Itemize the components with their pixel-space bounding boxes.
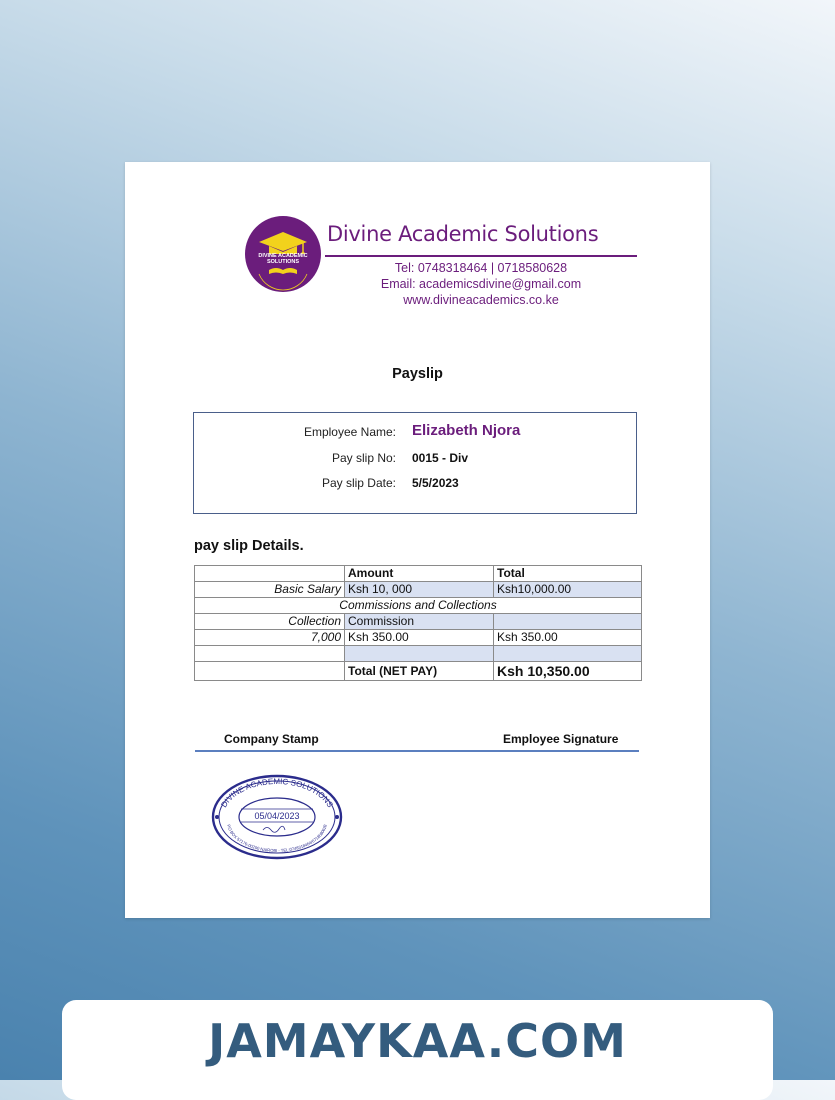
table-row <box>195 582 642 598</box>
payslip-number-label: Pay slip No: <box>331 451 396 465</box>
table-cell <box>195 662 345 681</box>
table-row <box>195 646 642 662</box>
basic-salary-label: Basic Salary <box>195 582 345 598</box>
payslip-date-value: 5/5/2023 <box>412 476 459 490</box>
amount-column-header: Amount <box>345 566 494 582</box>
employee-name-row <box>194 422 636 447</box>
employee-name-value: Elizabeth Njora <box>412 422 521 439</box>
collection-label: Collection <box>195 614 345 630</box>
net-pay-row <box>195 662 642 681</box>
table-cell <box>195 646 345 662</box>
watermark-text: JAMAYKAA.COM <box>208 1014 627 1068</box>
stamp-date: 05/04/2023 <box>254 811 300 821</box>
table-cell <box>195 566 345 582</box>
employee-info-box <box>193 412 637 514</box>
basic-salary-total: Ksh10,000.00 <box>494 582 642 598</box>
table-row <box>195 598 642 614</box>
basic-salary-amount: Ksh 10, 000 <box>345 582 494 598</box>
net-pay-label: Total (NET PAY) <box>345 662 494 681</box>
watermark-banner <box>62 1000 773 1100</box>
commission-amount: Ksh 350.00 <box>345 630 494 646</box>
company-website[interactable]: www.divineacademics.co.ke <box>403 293 559 307</box>
table-header-row <box>195 566 642 582</box>
company-name: Divine Academic Solutions <box>327 222 599 246</box>
collection-value: 7,000 <box>195 630 345 646</box>
company-stamp <box>209 772 345 862</box>
document-title: Payslip <box>392 366 443 382</box>
total-column-header: Total <box>494 566 642 582</box>
employee-name-label: Employee Name: <box>303 425 396 439</box>
commission-label: Commission <box>345 614 494 630</box>
stamp-bottom-text: P.O BOX 57176-00200 NAIROBI - TEL:0748318464/0718580628 <box>226 823 328 853</box>
payslip-document <box>125 162 710 918</box>
net-pay-value: Ksh 10,350.00 <box>494 662 642 681</box>
payslip-date-label: Pay slip Date: <box>321 476 396 490</box>
details-section-title: pay slip Details. <box>194 538 304 554</box>
company-email[interactable]: Email: academicsdivine@gmail.com <box>380 277 582 291</box>
payslip-number-value: 0015 - Div <box>412 451 469 465</box>
payslip-number-row <box>194 451 636 473</box>
header-divider <box>325 255 637 257</box>
commissions-section-label: Commissions and Collections <box>195 598 642 614</box>
payslip-date-row <box>194 476 636 498</box>
signature-divider <box>195 750 639 752</box>
table-cell <box>494 614 642 630</box>
payslip-details-table <box>194 565 642 681</box>
commission-total: Ksh 350.00 <box>494 630 642 646</box>
table-row <box>195 614 642 630</box>
company-logo <box>245 216 321 292</box>
table-cell <box>345 646 494 662</box>
company-phone: Tel: 0748318464 | 0718580628 <box>394 261 568 275</box>
company-stamp-label: Company Stamp <box>224 732 319 746</box>
table-row <box>195 630 642 646</box>
logo-text: DIVINE ACADEMIC SOLUTIONS <box>258 253 308 265</box>
stamp-top-text: DIVINE ACADEMIC SOLUTIONS <box>219 776 335 810</box>
employee-signature-label: Employee Signature <box>503 732 619 746</box>
table-cell <box>494 646 642 662</box>
